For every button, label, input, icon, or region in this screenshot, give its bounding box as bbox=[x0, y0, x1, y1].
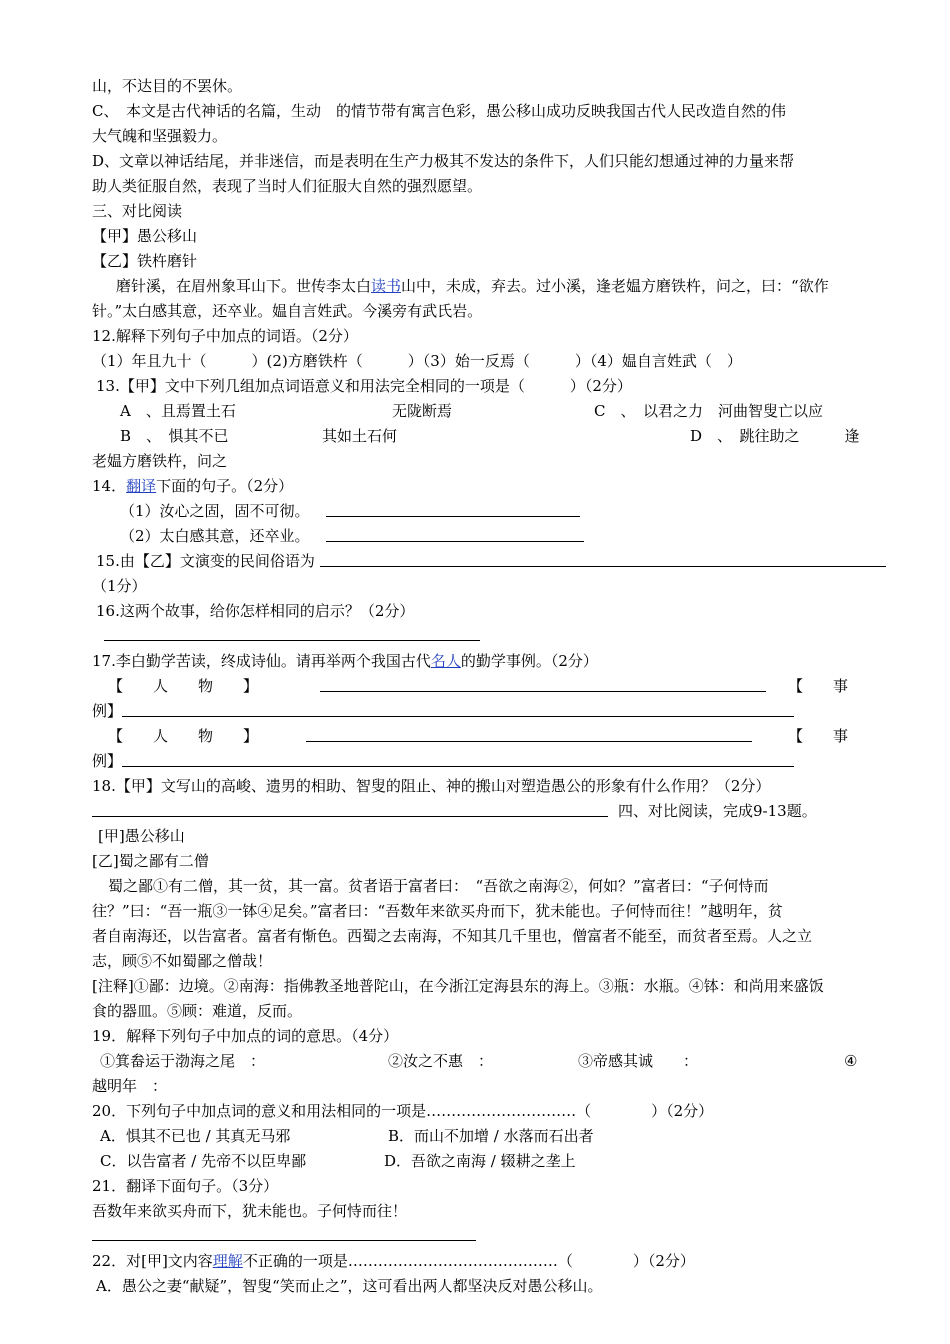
option-b: B．而山不加增 / 水落而石出者 bbox=[388, 1127, 594, 1145]
answer-blank[interactable] bbox=[92, 816, 608, 817]
text-span: 22．对[甲]文内容 bbox=[92, 1252, 213, 1270]
answer-blank[interactable] bbox=[122, 766, 794, 767]
answer-blank[interactable] bbox=[326, 541, 584, 542]
answer-blank[interactable] bbox=[122, 716, 794, 717]
text-span: 17.李白勤学苦读，终成诗仙。请再举两个我国古代 bbox=[92, 652, 431, 670]
answer-blank[interactable] bbox=[104, 640, 480, 641]
text-span: 磨针溪，在眉州象耳山下。世传李太白 bbox=[116, 277, 372, 295]
text-line: 助人类征服自然，表现了当时人们征服大自然的强烈愿望。 bbox=[92, 177, 483, 195]
person-label: 【 人 物 】 bbox=[108, 677, 259, 695]
answer-blank[interactable] bbox=[320, 566, 886, 567]
question-13: 13.【甲】文中下列几组加点词语意义和用法完全相同的一项是（ ）（2分） bbox=[96, 377, 632, 395]
question-19-item: ①箕畚运于渤海之尾 ： bbox=[100, 1052, 266, 1070]
text-span: 的勤学事例。（2分） bbox=[460, 652, 598, 670]
option-b: B 、 惧其不已 bbox=[120, 427, 229, 445]
question-15: 15.由【乙】文演变的民间俗语为 bbox=[96, 552, 315, 570]
question-12-items: （1）年且九十（ ）(2)方磨铁杵（ ）（3）始一反焉（ ）（4）媪自言姓武（ ） bbox=[92, 352, 742, 370]
option-d: D 、 跳往助之 逢 bbox=[690, 427, 860, 445]
question-14 bbox=[92, 476, 293, 496]
question-20: 20．下列句子中加点词的意义和用法相同的一项是…………………………（ ）（2分） bbox=[92, 1102, 714, 1120]
text-line: 山，不达目的不罢休。 bbox=[92, 77, 243, 95]
option-a: A 、且焉置土石 bbox=[120, 402, 236, 420]
section-heading: 四、对比阅读，完成9-13题。 bbox=[618, 802, 817, 820]
option-d: D．吾欲之南海 / 辍耕之垄上 bbox=[384, 1152, 576, 1170]
text-span: 不正确的一项是……………………………………（ ）（2分） bbox=[242, 1252, 695, 1270]
question-14-2: （2）太白感其意，还卒业。 bbox=[120, 527, 310, 545]
example-label: 【 事 bbox=[788, 677, 849, 695]
question-19-item-cont: 越明年 ： bbox=[92, 1077, 168, 1095]
option-a-part: 无陇断焉 bbox=[392, 402, 453, 420]
question-12: 12.解释下列句子中加点的词语。（2分） bbox=[92, 327, 358, 345]
passage-title: 【乙】铁杵磨针 bbox=[92, 252, 198, 270]
answer-blank[interactable] bbox=[92, 1240, 476, 1241]
question-19: 19．解释下列句子中加点的词的意思。（4分） bbox=[92, 1027, 399, 1045]
passage-line: 往？”曰：“吾一瓶③一钵④足矣。”富者曰：“吾数年来欲买舟而下，犹未能也。子何恃而往！”越明年，贫 bbox=[92, 902, 783, 920]
option-c: C．以告富者 / 先帝不以臣卑鄙 bbox=[100, 1152, 307, 1170]
option-b-part: 其如土石何 bbox=[322, 427, 398, 445]
text-span: 山中，未成，弃去。过小溪，逢老媪方磨铁杵，问之，曰：“欲作 bbox=[401, 277, 829, 295]
option-d-line: D、文章以神话结尾，并非迷信，而是表明在生产力极其不发达的条件下，人们只能幻想通过神的力量来帮 bbox=[92, 152, 795, 170]
text-line: 大气魄和坚强毅力。 bbox=[92, 127, 228, 145]
option-d-cont: 老媪方磨铁杵，问之 bbox=[92, 452, 228, 470]
option-c: C 、 以君之力 河曲智叟亡以应 bbox=[594, 402, 823, 420]
answer-blank[interactable] bbox=[306, 741, 752, 742]
passage-line bbox=[116, 276, 829, 296]
link-fanyi[interactable]: 翻译 bbox=[126, 477, 157, 495]
question-21: 21．翻译下面句子。（3分） bbox=[92, 1177, 279, 1195]
passage-title: [甲]愚公移山 bbox=[98, 827, 185, 845]
text-span: 14． bbox=[92, 477, 127, 495]
question-15-score: （1分） bbox=[92, 577, 147, 595]
question-17 bbox=[92, 651, 598, 671]
passage-line: 蜀之鄙①有二僧，其一贫，其一富。贫者语于富者曰： “吾欲之南海②，何如？”富者曰：“子何恃而 bbox=[108, 877, 769, 895]
example-label: 【 事 bbox=[788, 727, 849, 745]
link-lijie[interactable]: 理解 bbox=[212, 1252, 243, 1270]
passage-line: 志，顾⑤不如蜀鄙之僧哉！ bbox=[92, 952, 273, 970]
answer-blank[interactable] bbox=[320, 691, 766, 692]
option-a: A．惧其不已也 / 其真无马邪 bbox=[100, 1127, 291, 1145]
question-18: 18.【甲】文写山的高峻、遗男的相助、智叟的阻止、神的搬山对塑造愚公的形象有什么作用？（2分） bbox=[92, 777, 771, 795]
passage-title: [乙]蜀之鄙有二僧 bbox=[92, 852, 209, 870]
question-22 bbox=[92, 1251, 695, 1271]
section-heading: 三、对比阅读 bbox=[92, 202, 183, 220]
example-label-cont: 例】 bbox=[92, 752, 123, 770]
notes-line: [注释]①鄙：边境。②南海：指佛教圣地普陀山，在今浙江定海县东的海上。③瓶：水瓶。④钵：和尚用来盛饭 bbox=[92, 977, 824, 995]
question-19-item: ②汝之不惠 ： bbox=[388, 1052, 494, 1070]
option-a: A．愚公之妻“献疑”，智叟“笑而止之”，这可看出两人都坚决反对愚公移山。 bbox=[96, 1277, 603, 1295]
question-19-item: ③帝感其诚 ： bbox=[578, 1052, 699, 1070]
example-label-cont: 例】 bbox=[92, 702, 123, 720]
notes-line: 食的器皿。⑤顾：难道，反而。 bbox=[92, 1002, 303, 1020]
translate-sentence: 吾数年来欲买舟而下，犹未能也。子何恃而往！ bbox=[92, 1202, 408, 1220]
question-19-item: ④ bbox=[844, 1052, 858, 1070]
question-16: 16.这两个故事，给你怎样相同的启示？（2分） bbox=[96, 602, 415, 620]
link-mingren[interactable]: 名人 bbox=[430, 652, 461, 670]
answer-blank[interactable] bbox=[326, 516, 580, 517]
passage-line: 针。”太白感其意，还卒业。媪自言姓武。今溪旁有武氏岩。 bbox=[92, 302, 483, 320]
passage-line: 者自南海还，以告富者。富者有惭色。西蜀之去南海，不知其几千里也，僧富者不能至，而贫者至焉。人之立 bbox=[92, 927, 813, 945]
person-label: 【 人 物 】 bbox=[108, 727, 259, 745]
option-c-line: C、 本文是古代神话的名篇，生动 的情节带有寓言色彩，愚公移山成功反映我国古代人民改造自然的伟 bbox=[92, 102, 786, 120]
link-dushu[interactable]: 读书 bbox=[371, 277, 402, 295]
question-14-1: （1）汝心之固，固不可彻。 bbox=[120, 502, 310, 520]
passage-title: 【甲】愚公移山 bbox=[92, 227, 198, 245]
text-span: 下面的句子。（2分） bbox=[156, 477, 294, 495]
